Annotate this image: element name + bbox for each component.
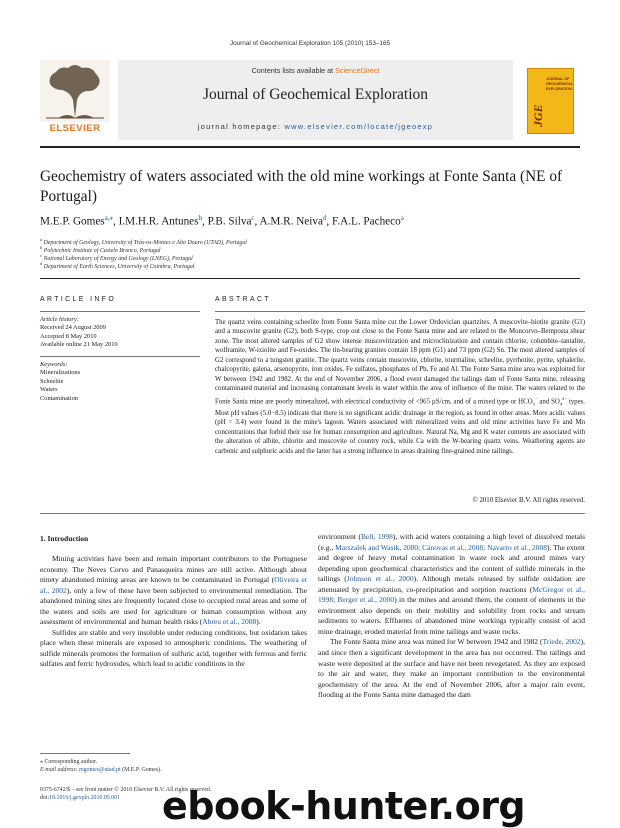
reference-link[interactable]: Oliveira et al., 2002 <box>40 575 307 595</box>
journal-masthead <box>118 60 513 140</box>
section-heading-introduction: 1. Introduction <box>40 534 89 543</box>
doi-link[interactable]: 10.1016/j.gexplo.2010.05.001 <box>49 795 121 801</box>
footnote-rule <box>40 753 130 754</box>
author-name: F.A.L. Pacheco <box>332 215 401 228</box>
affiliation-c: $^c$ National Laboratory of Energy and Geology (LNEG), Portugal <box>40 253 193 262</box>
author-name: A.M.R. Neiva <box>259 215 323 228</box>
journal-cover <box>527 68 574 134</box>
body-left-column <box>40 554 307 670</box>
journal-citation: Journal of Geochemical Exploration 105 (2010) 153–165 <box>229 40 391 47</box>
journal-title: Journal of Geochemical Exploration <box>202 86 429 103</box>
abstract-rule <box>215 311 585 312</box>
paragraph: environment (Bell, 1998), with acid waters containing a high level of dissolved metals (e.g., Marszalek and Wasik, 2000; Cánovas et al., 2008; Navarro et al., 2008). The extent and degree of heavy metal contamination in waste rock and around mines vary depending upon geochemical characteristics and the content of sulfide minerals in the tailings (Johnson et al., 2000). Although metals released by sulfide oxidation are attenuated by precipitation, co-precipitation and sorption reactions (McGregor et al., 1998; Berger et al., 2000) in the mines and around them, the content of elements in the environment also depends on their mobility and solubility from rocks and stream sediments to waters. Effluents of abandoned mine workings typically consist of acid mine drainage, eroded material from mine tailings and waste rocks. <box>318 532 586 636</box>
doi-line: doi:10.1016/j.gexplo.2010.05.001 <box>40 795 121 801</box>
keyword: Contamination <box>40 394 78 402</box>
journal-homepage <box>118 122 513 131</box>
affiliation-b: $^b$ Polytechnic Institute of Castelo Branco, Portugal <box>40 245 161 254</box>
reference-link[interactable]: Johnson et al., 2000 <box>346 574 414 584</box>
email-link[interactable]: mgomes@utad.pt <box>79 767 121 773</box>
author-affiliation-marker[interactable]: d <box>322 214 327 222</box>
reference-link[interactable]: Marszalek and Wasik, 2000; Cánovas et al., 2008; Navarro et al., 2008 <box>335 542 547 552</box>
abstract-text: The quartz veins containing scheelite from Fonte Santa mine cut the Lower Ordovician quartzites. A muscovite–biotite granite (G1) and a muscovite granite (G2), both S-type, crop out close to the Fonte Santa mine and are related to the Moncorvo–Bemposta shear zone. The most altered samples of G2 show intense muscovitization and microclinization and contain chlorite, columbite–tantalite, wolframite, W-ixiolite and Fe-oxides. The tin-bearing granites contain 18 ppm (G1) and 73 ppm (G2) Sn. The most altered samples of G2 correspond to a tungsten granite. The quartz veins contain muscovite, chlorite, tourmaline, scheelite, pyrrhotite, pyrite, sphalerite, chalcopyrite, galena, arsenopyrite, iron oxides, Fe sulfates, phosphates of Pb, Fe and Al. The Fonte Santa mine area was exploited for W between 1942 and 1982. At the end of November 2006, a flood event damaged the tailings dam of Fonte Santa mine, releasing contaminated material and increasing contaminant levels in water within the area of influence of the mine. The waters related to the Fonte Santa mine are poorly mineralized, with electrical conductivity of <965 µS/cm, and of a mixed type or $HCO_3^-$ and $SO_4^{2-}$ types. Most pH values (5.0−8.5) indicate that there is no significant acidic drainage in the region, as found in other areas. More acidic values (pH = 3.4) were found in the mine's lagoon. Waters associated with mineralized veins and old mine activities have Fe and Mn concentrations that forbid their use for human consumption and agriculture. Natural Na, Mg and K water contents are associated with the alteration of albite, chlorite and muscovite of country rock, while Ca with the W-bearing quartz veins. Weathering agents are carbonic and sulphuric acids and the latter has a strong influence in areas draining fine-grained mine tailings. <box>215 319 585 455</box>
author-separator: , <box>254 215 260 228</box>
affiliation-a: $^a$ Department of Geology, University of Trás-os-Montes e Alto Douro (UTAD), Portugal <box>40 237 247 246</box>
body-rule <box>40 513 585 514</box>
elsevier-wordmark: ELSEVIER <box>49 123 101 134</box>
keywords-block: Keywords: Mineralizations Scheelite Waters Contamination <box>40 361 200 403</box>
article-title: Geochemistry of waters associated with the old mine workings at Fonte Santa (NE of Portugal) <box>40 168 563 205</box>
email-line: E-mail address: mgomes@utad.pt (M.E.P. Gomes). <box>40 767 162 773</box>
info-rule <box>40 278 580 279</box>
author-separator: , <box>113 215 119 228</box>
affiliation-d: $^d$ Department of Earth Sciences, University of Coimbra, Portugal <box>40 261 195 270</box>
cover-letters: JGE <box>531 104 545 127</box>
author-affiliation-marker[interactable]: a, <box>104 214 110 222</box>
homepage-link[interactable]: www.elsevier.com/locate/jgeoexp <box>284 122 434 131</box>
copyright-notice: © 2010 Elsevier B.V. All rights reserved. <box>472 497 585 504</box>
abstract-heading: ABSTRACT <box>215 296 271 303</box>
reference-link[interactable]: McGregor et al., 1998; Berger et al., 2000 <box>318 584 585 605</box>
contents-prefix: Contents lists available at <box>251 66 336 75</box>
masthead-rule <box>40 146 580 148</box>
author-name: M.E.P. Gomes <box>40 215 105 228</box>
keyword: Scheelite <box>40 377 64 385</box>
article-info-heading: ARTICLE INFO <box>40 296 117 303</box>
elsevier-logo <box>40 60 110 135</box>
keyword: Waters <box>40 386 58 394</box>
online-date: Available online 21 May 2010 <box>40 341 118 349</box>
sciencedirect-link[interactable]: ScienceDirect <box>335 66 380 75</box>
author-separator: , <box>201 215 208 228</box>
body-right-column <box>318 532 585 701</box>
reference-link[interactable]: Abreu et al., 2008 <box>202 617 257 627</box>
keywords-rule <box>40 356 200 357</box>
paragraph: Sulfides are stable and very insoluble under reducing conditions, but oxidation takes place when these minerals are exposed to atmospheric conditions. The weathering of sulfide minerals promotes the formation of sulfuric acid, together with ferrous and ferric sulfates and ferric hydroxides, which lead to acidic conditions in the <box>40 627 307 669</box>
reference-link[interactable]: Bell, 1998 <box>360 532 393 541</box>
author-name: I.M.H.R. Antunes <box>118 215 199 228</box>
author-separator: , <box>326 215 332 228</box>
keyword: Mineralizations <box>40 369 81 377</box>
issn-line: 0375-6742/$ – see front matter © 2010 Elsevier B.V. All rights reserved. <box>40 787 212 793</box>
author-name: P.B. Silva <box>207 215 252 228</box>
received-date: Received 24 August 2009 <box>40 324 106 332</box>
paragraph: The Fonte Santa mine area was mined for W between 1942 and 1982 (Triede, 2002), and since then a significant development in the area has not occurred. The tailings and waste were deposited at the surface and have not been revegetated. As they are exposed to the air and water, they make an important contribution to the environmental geochemistry of the area. At the end of November 2006, after a major rain event, flooding at the Fonte Santa mine damaged the dam <box>318 637 585 700</box>
author-list <box>40 214 580 228</box>
paragraph: Mining activities have been and remain important contributors to the Portuguese economy. The Neves Corvo and Panasqueira mines are still active. Although about ninety abandoned mining areas are known to be contaminated in Portugal (Oliveira et al., 2002), only a few of these have been subjected to environmental remediation. The abandoned mining sites are frequently located close to occupied rural areas and some of the waters and soils are used for agriculture or human consumption without any assessment of environmental and human health risks (Abreu et al., 2008). <box>40 554 307 627</box>
cover-text: JOURNAL OF GEOCHEMICAL EXPLORATION <box>546 77 573 91</box>
author-affiliation-marker[interactable]: b <box>198 214 202 222</box>
corresponding-author-marker[interactable]: ⁎ <box>109 214 114 222</box>
homepage-label: journal homepage: <box>197 122 285 131</box>
accepted-date: Accepted 8 May 2010 <box>40 332 97 340</box>
reference-link[interactable]: Triede, 2002 <box>542 637 581 647</box>
author-affiliation-marker[interactable]: c <box>251 214 255 222</box>
author-affiliation-marker[interactable]: a <box>400 214 404 222</box>
contents-line <box>118 66 513 75</box>
footnote <box>40 758 307 774</box>
article-info-rule <box>40 311 200 312</box>
corresponding-author-note: ⁎ Corresponding author. <box>40 759 98 765</box>
watermark-text: ebook-hunter.org <box>162 784 526 828</box>
article-history: Article history: Received 24 August 2009 Accepted 8 May 2010 Available online 21 May 2010 <box>40 316 200 350</box>
